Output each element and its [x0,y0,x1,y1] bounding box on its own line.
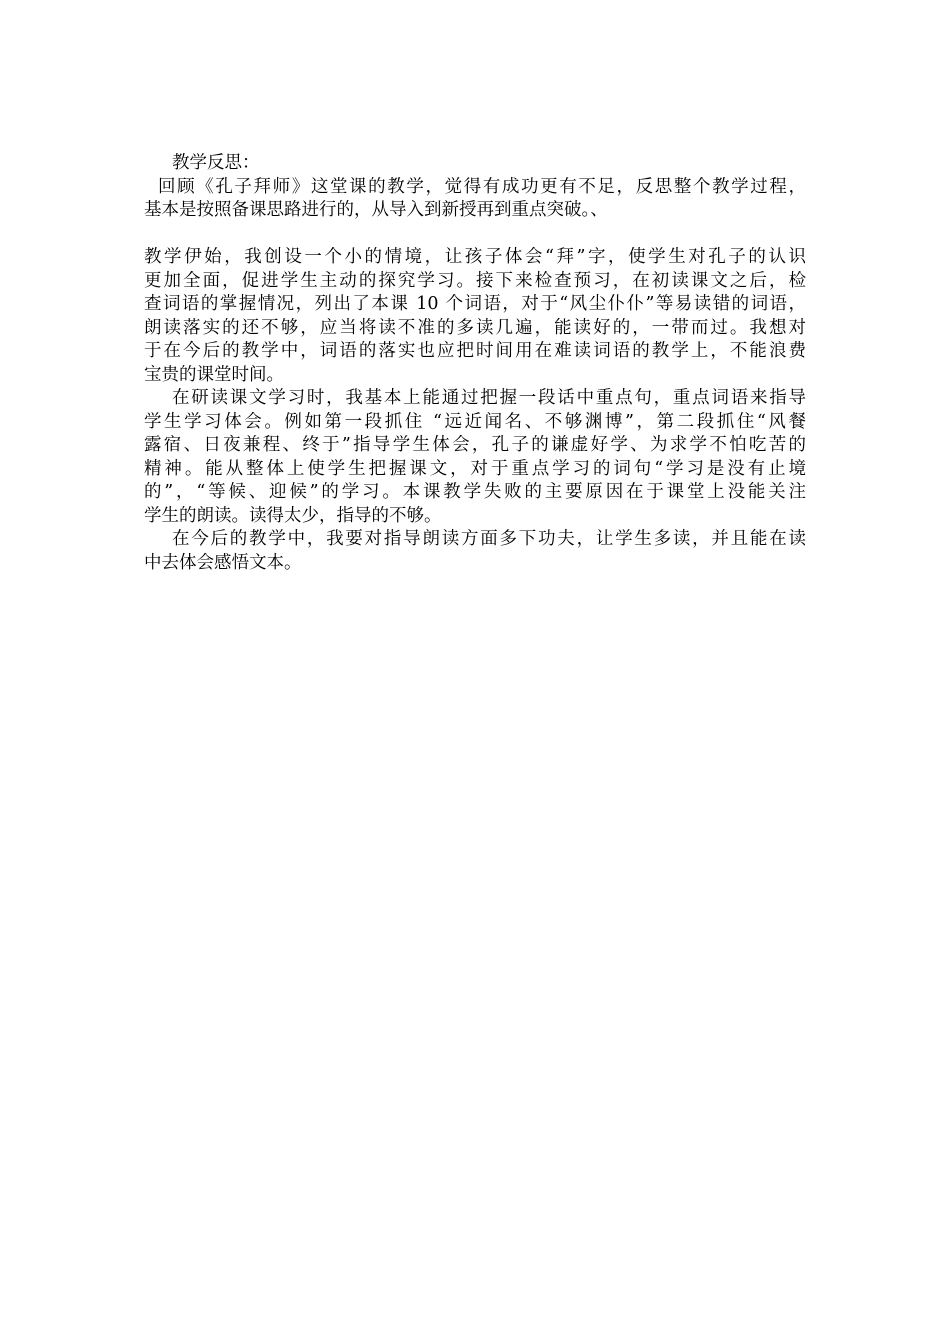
paragraph-line: 精神。能从整体上使学生把握课文，对于重点学习的词句“学习是没有止境 [144,458,806,479]
paragraph-line: 的”，“等候、迎候”的学习。本课教学失败的主要原因在于课堂上没能关注 [144,482,806,502]
document-body [144,152,806,575]
paragraph-line: 学生的朗读。读得太少，指导的不够。 [144,505,442,526]
paragraph-line: 回顾《孔子拜师》这堂课的教学，觉得有成功更有不足，反思整个教学过程， [158,176,806,197]
paragraph-line: 更加全面，促进学生主动的探究学习。接下来检查预习，在初读课文之后，检 [144,270,806,291]
paragraph-line: 中去体会感悟文本。 [144,552,302,573]
document-heading: 教学反思： [172,153,260,173]
paragraph-line: 朗读落实的还不够，应当将读不准的多读几遍，能读好的，一带而过。我想对 [144,317,806,338]
paragraph-line: 于在今后的教学中，词语的落实也应把时间用在难读词语的教学上，不能浪费 [144,341,806,361]
paragraph-line: 在研读课文学习时，我基本上能通过把握一段话中重点句，重点词语来指导 [172,388,806,408]
paragraph-line: 查词语的掌握情况，列出了本课 10 个词语，对于“风尘仆仆”等易读错的词语， [144,294,806,314]
paragraph-line: 教学伊始，我创设一个小的情境，让孩子体会“拜”字，使学生对孔子的认识 [144,247,806,267]
blank-line [144,223,806,247]
paragraph-opening [144,246,806,387]
paragraph-line: 学生学习体会。例如第一段抓住 “远近闻名、不够渊博”，第二段抓住“风餐 [144,411,806,432]
paragraph-study [144,387,806,528]
paragraph-line: 在今后的教学中，我要对指导朗读方面多下功夫，让学生多读，并且能在读 [172,529,806,549]
paragraph-line: 基本是按照备课思路进行的，从导入到新授再到重点突破。、 [144,200,608,220]
paragraph-line: 宝贵的课堂时间。 [144,364,284,385]
paragraph-future [144,528,806,575]
paragraph-review [144,176,806,223]
paragraph-line: 露宿、日夜兼程、终于”指导学生体会，孔子的谦虚好学、为求学不怕吃苦的 [144,435,806,455]
